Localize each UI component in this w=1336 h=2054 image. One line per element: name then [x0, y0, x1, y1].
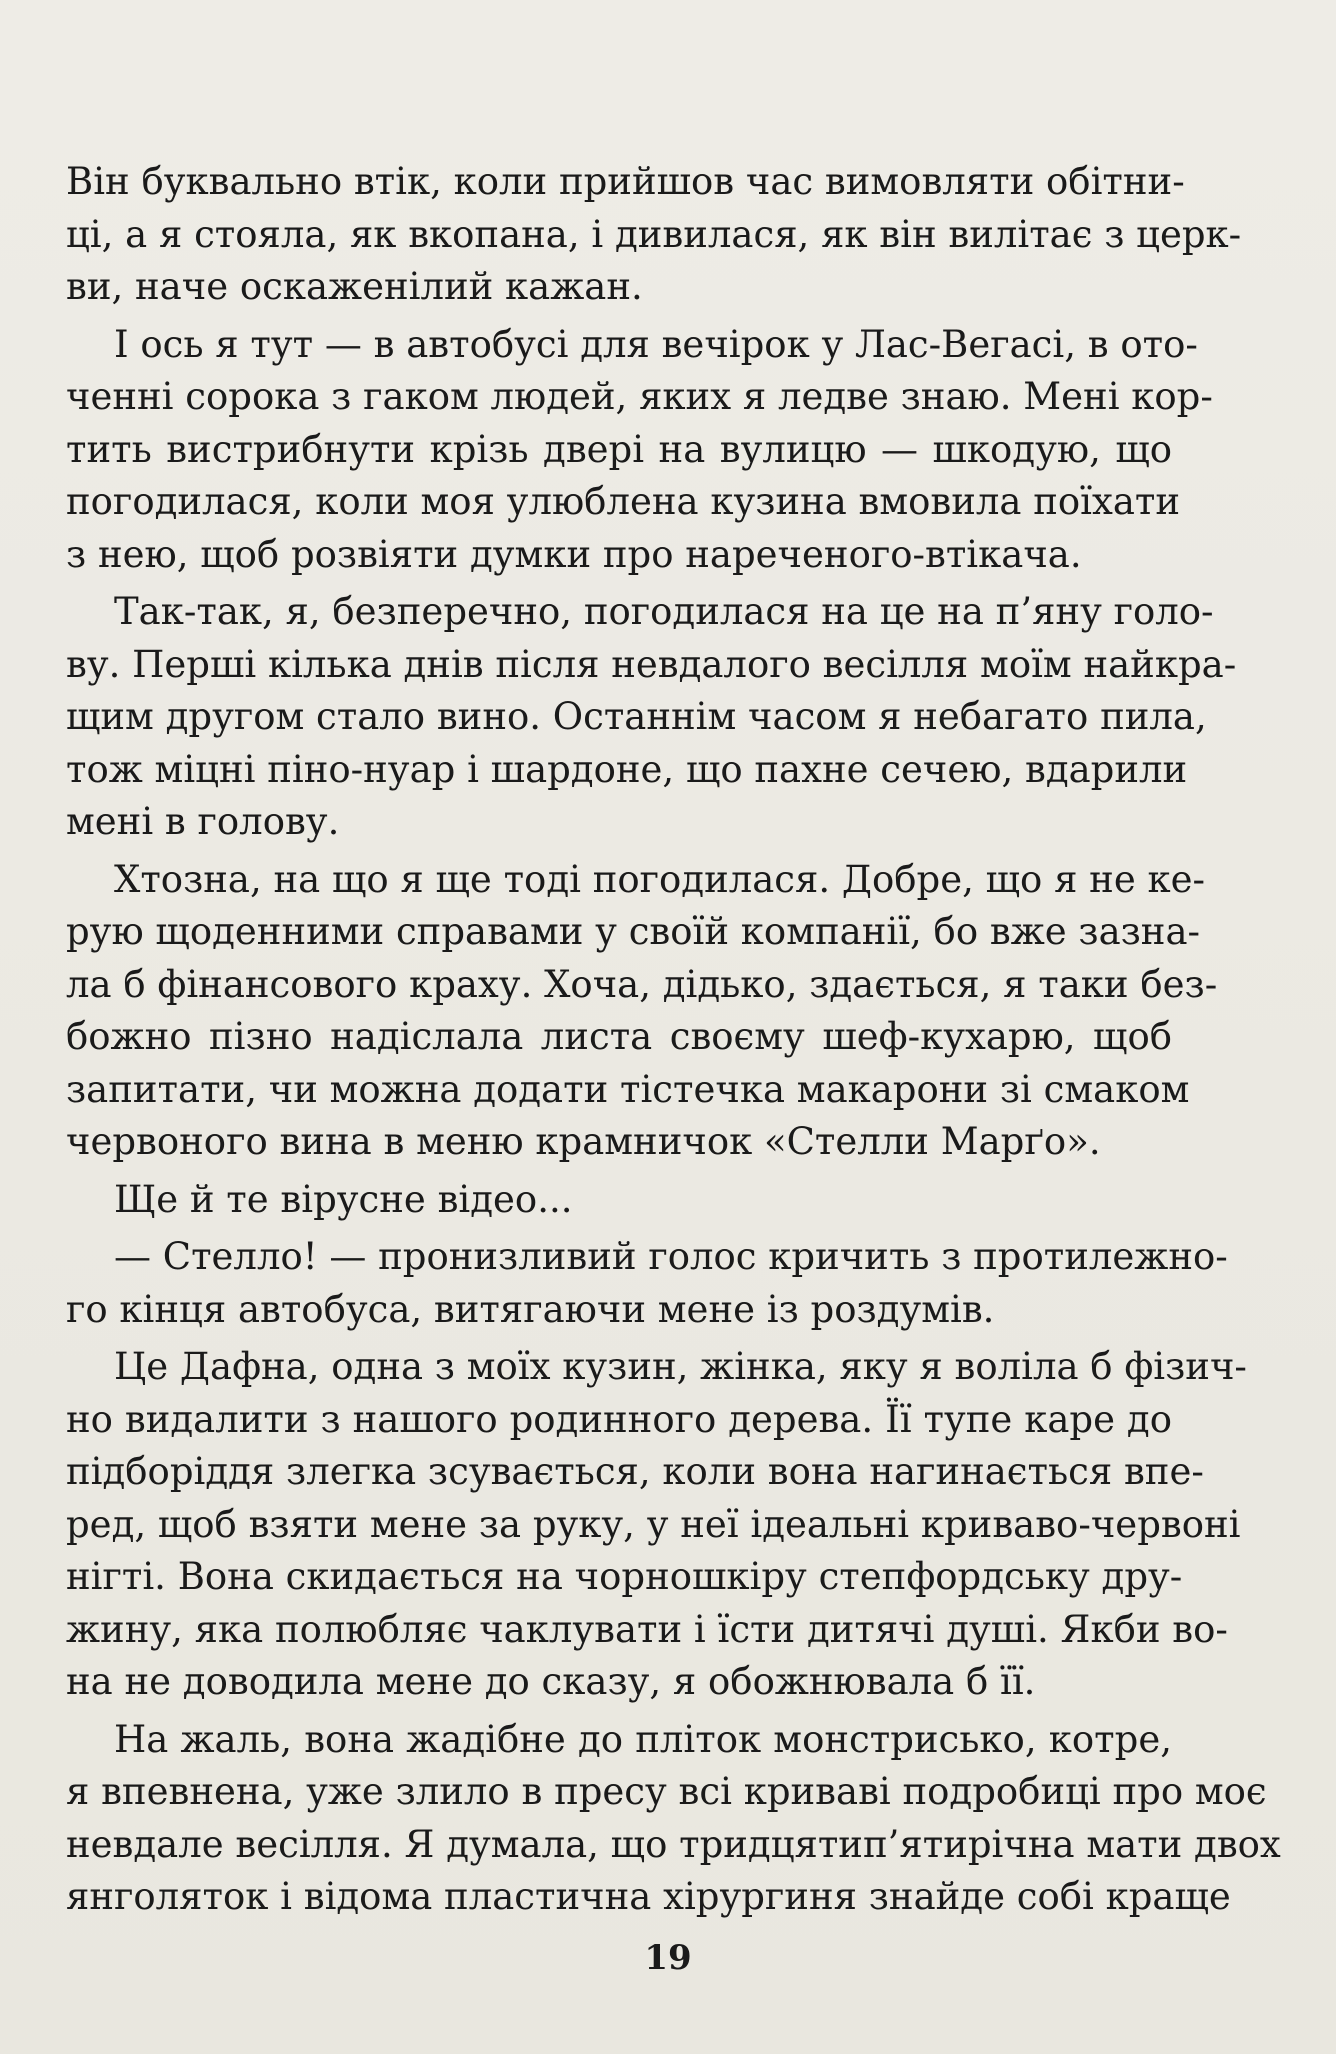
text-line: ла б фінансового краху. Хоча, дідько, здається, я таки без-	[66, 962, 1218, 1006]
text-line: тить вистрибнути крізь двері на вулицю — шкодую, що	[66, 427, 1172, 471]
text-line: мені в голову.	[66, 800, 340, 843]
text-line: І ось я тут — в автобусі для вечірок у Лас-Вегасі, в ото-	[114, 322, 1198, 366]
text-line: рую щоденними справами у своїй компанії, бо вже зазна-	[66, 910, 1201, 953]
text-line: го кінця автобуса, витягаючи мене із роздумів.	[66, 1287, 995, 1331]
text-line: Так-так, я, безперечно, погодилася на це на п’яну голо-	[114, 590, 1214, 633]
text-line: Він буквально втік, коли прийшов час вимовляти обітни-	[66, 160, 1185, 203]
text-line: з нею, щоб розвіяти думки про нареченого-втікача.	[66, 532, 1082, 576]
text-line: Це Дафна, одна з моїх кузин, жінка, яку я воліла б фізич-	[114, 1345, 1247, 1388]
text-line: янголяток і відома пластична хірургиня знайде собі краще	[66, 1875, 1231, 1918]
text-line: я впевнена, уже злило в пресу всі криваві подробиці про моє	[66, 1770, 1267, 1813]
text-line: ченні сорока з гаком людей, яких я ледве знаю. Мені кор-	[66, 375, 1213, 418]
page-number: 19	[644, 1938, 692, 1978]
text-line: ред, щоб взяти мене за руку, у неї ідеальні криваво-червоні	[66, 1502, 1241, 1546]
text-line: ву. Перші кілька днів після невдалого весілля моїм найкра-	[66, 642, 1237, 686]
text-line: ви, наче оскаженілий кажан.	[66, 265, 643, 308]
text-line: На жаль, вона жадібне до пліток монстрисько, котре,	[114, 1717, 1172, 1761]
text-line: жину, яка полюбляє чаклувати і їсти дитячі душі. Якби во-	[66, 1607, 1228, 1651]
text-line: ці, а я стояла, як вкопана, і дивилася, як він вилітає з церк-	[66, 212, 1242, 256]
text-line: червоного вина в меню крамничок «Стелли Марґо».	[66, 1120, 1101, 1163]
text-line: невдале весілля. Я думала, що тридцятип’ятирічна мати двох	[66, 1822, 1281, 1866]
text-line: — Стелло! — пронизливий голос кричить з протилежно-	[114, 1235, 1228, 1278]
text-line: божно пізно надіслала листа своєму шеф-кухарю, щоб	[66, 1015, 1172, 1058]
text-line: погодилася, коли моя улюблена кузина вмовила поїхати	[66, 480, 1181, 523]
text-line: Ще й те вірусне відео...	[114, 1177, 573, 1221]
text-line: нігті. Вона скидається на чорношкіру степфордську дру-	[66, 1555, 1183, 1598]
text-line: на не доводила мене до сказу, я обожнювала б її.	[66, 1660, 1036, 1703]
text-line: щим другом стало вино. Останнім часом я небагато пила,	[66, 695, 1207, 738]
text-line: тож міцні піно-нуар і шардоне, що пахне сечею, вдарили	[66, 747, 1188, 791]
text-line: запитати, чи можна додати тістечка макарони зі смаком	[66, 1067, 1190, 1111]
text-line: но видалити з нашого родинного дерева. Її тупе каре до	[66, 1397, 1172, 1441]
text-line: Хтозна, на що я ще тоді погодилася. Добре, що я не ке-	[114, 857, 1206, 901]
text-line: підборіддя злегка зсувається, коли вона нагинається впе-	[66, 1450, 1204, 1493]
